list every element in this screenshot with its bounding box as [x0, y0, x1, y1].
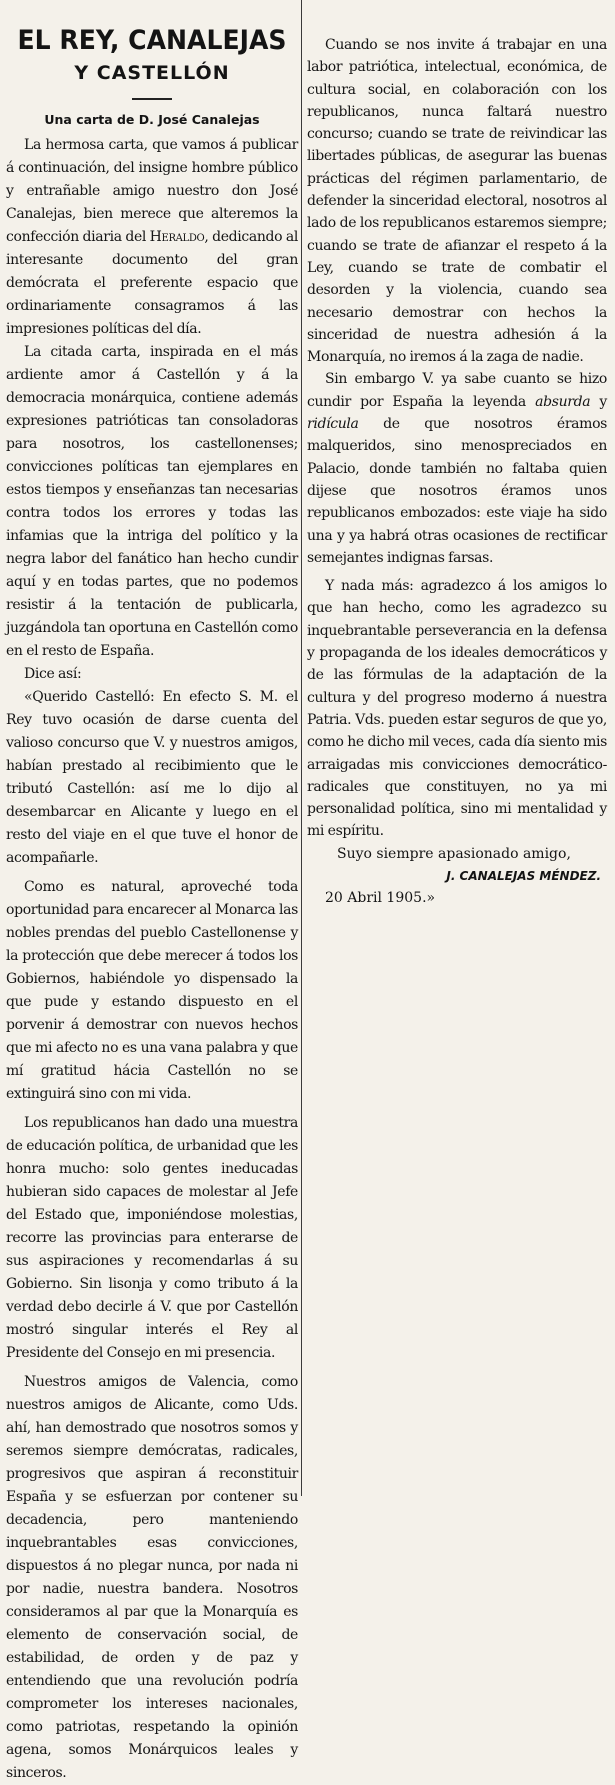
letter-paragraph-4: Nuestros amigos de Valencia, como nuestros amigos de Alicante, como Uds. ahí, han demostrado que nosotros somos y seremos siempre demócratas, radicales, progresivos que aspiran á reconstituir España y se esfuerzan por contener su decadencia, pero manteniendo inquebrantables esas convicciones, dispuestos á no plegar nunca, por nada ni por nadie, nuestra bandera. Nosotros consideramos al par que la Monarquía es elemento de conservación social, de estabilidad, de orden y de paz y entendiendo que una revolución podría comprometer los intereses nacionales, como patriotas, respetando la opinión agena, somos Monárquicos leales y sinceros.	[6, 1374, 298, 1781]
letter-paragraph-3: Los republicanos han dado una muestra de educación política, de urbanidad que les honra mucho: solo gentes ineducadas hubieran sido capaces de molestar al Jefe del Estado que, imponiéndose molestias, recorre las provincias para enterarse de sus aspiraciones y recomendarlas á su Gobierno. Sin lisonja y como tributo á la verdad debo decirle á V. que por Castellón mostró singular interés el Rey al Presidente del Consejo en mi presencia.	[6, 1115, 298, 1361]
intro-paragraph-1: La hermosa carta, que vamos á publicar á continuación, del insigne hombre público y entrañable amigo nuestro don José Canalejas, bien merece que alteremos la confección diaria del Heraldo, dedicando al interesante documento del gran demócrata el preferente espacio que ordinariamente consagramos á las impresiones políticas del día.	[6, 137, 298, 337]
right-column	[307, 28, 607, 909]
letter-paragraph-2: Como es natural, aproveché toda oportunidad para encarecer al Monarca las nobles prendas del pueblo Castellonense y la protección que debe merecer á todos los Gobiernos, habiéndole yo dispensado la que pude y estando dispuesto en el porvenir á demostrar con nuevos hechos que mi afecto no es una vana palabra y que mí gratitud hácia Castellón no se extinguirá sino con mi vida.	[6, 879, 298, 1102]
word-ridicula: ridícula	[307, 416, 359, 433]
byline: Una carta de D. José Canalejas	[44, 112, 260, 127]
headline-divider	[132, 98, 172, 100]
word-absurda: absurda	[535, 393, 591, 410]
heraldo-name: Heraldo	[149, 229, 205, 245]
letter-closing: Suyo siempre apasionado amigo,	[337, 845, 571, 862]
signature: J. CANALEJAS MÉNDEZ.	[446, 868, 601, 883]
intro-paragraph-2: La citada carta, inspirada en el más ardiente amor á Castellón y á la democracia monárquica, contiene además expresiones patrióticas tan consoladoras para nosotros, los castellonenses; convicciones políticas tan ejemplares en estos tiempos y enseñanzas tan necesarias contra todos los errores y todas las infamias que la intriga del político y la negra labor del fanático han hecho cundir aquí y en todas partes, que no podemos resistir á la tentación de publicarla, juzgándola tan oportuna en Castellón como en el resto de España.	[6, 344, 299, 659]
subheadline: Y CASTELLÓN	[74, 62, 230, 84]
letter-paragraph-1: «Querido Castelló: En efecto S. M. el Rey tuvo ocasión de darse cuenta del valioso concurso que V. y nuestros amigos, habían prestado al recibimiento que le tributó Castellón: así me lo dijo al desembarcar en Alicante y luego en el resto del viaje en el que tuve el honor de acompañarle.	[6, 689, 298, 866]
letter-paragraph-5: Cuando se nos invite á trabajar en una labor patriótica, intelectual, económica, de cultura social, en colaboración con los republicanos, nunca faltará nuestro concurso; cuando se trate de reivindicar las libertades públicas, de asegurar las buenas prácticas del régimen parlamentario, de defender la sinceridad electoral, nosotros al lado de los republicanos estaremos siempre; cuando se trate de afianzar el respeto á la Ley, cuando se trate de combatir el desorden y la violencia, cuando sea necesario demostrar con hechos la sinceridad de nuestra adhesión á la Monarquía, no iremos á la zaga de nadie.	[307, 37, 607, 366]
column-rule	[301, 0, 302, 1496]
headline: EL REY, CANALEJAS	[17, 25, 287, 56]
letter-date: 20 Abril 1905.»	[325, 889, 436, 906]
intro-paragraph-3: Dice así:	[24, 666, 82, 682]
left-column	[6, 22, 298, 1785]
letter-paragraph-6: Sin embargo V. ya sabe cuanto se hizo cundir por España la leyenda absurda y ridícula de que nosotros éramos malqueridos, sino menospreciados en Palacio, donde también no faltaba quien dijese que nosotros éramos unos republicanos embozados: este viaje ha sido una y ya habrá otras ocasiones de rectificar semejantes indignas farsas.	[307, 371, 607, 566]
letter-paragraph-7: Y nada más: agradezco á los amigos lo que han hecho, como les agradezco su inquebrantable perseverancia en la defensa y propaganda de los ideales democráticos y de las fórmulas de la adaptación de la cultura y del progreso moderno á nuestra Patria. Vds. pueden estar seguros de que yo, como he dicho mil veces, cada día siento mis arraigadas mis convicciones democrático-radicales que constituyen, no ya mi personalidad política, sino mi mentalidad y mi espíritu.	[307, 578, 607, 840]
